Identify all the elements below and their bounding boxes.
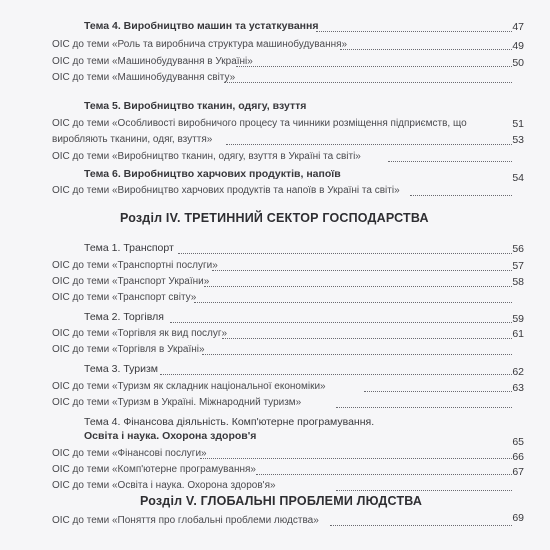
leader-dots [200, 458, 512, 459]
leader-dots [226, 144, 512, 145]
page-number: 62 [512, 366, 524, 378]
topic-title: Тема 6. Виробництво харчових продуктів, напоїв [84, 168, 341, 180]
leader-dots [160, 374, 512, 375]
toc-entry: ОІС до теми «Машинобудування світу» [52, 72, 236, 83]
leader-dots [336, 490, 512, 491]
page-number: 54 [512, 172, 524, 184]
page-number: 53 [512, 134, 524, 146]
leader-dots [222, 338, 512, 339]
page-number: 61 [512, 328, 524, 340]
page-number: 63 [512, 382, 524, 394]
toc-entry: ОІС до теми «Транспортні послуги» [52, 260, 218, 271]
leader-dots [256, 474, 512, 475]
leader-dots [340, 49, 512, 50]
toc-entry: ОІС до теми «Туризм в Україні. Міжнародний туризм» [52, 397, 302, 408]
leader-dots [204, 286, 512, 287]
page-number: 51 [512, 118, 524, 130]
page-number: 49 [512, 40, 524, 52]
page-number: 69 [512, 512, 524, 524]
page-number: 59 [512, 313, 524, 325]
topic-title: Тема 1. Транспорт [84, 242, 174, 254]
leader-dots [212, 270, 512, 271]
leader-dots [236, 66, 512, 67]
topic-title-continued: Освіта і наука. Охорона здоров'я [84, 430, 257, 442]
topic-title: Тема 3. Туризм [84, 363, 159, 375]
toc-entry: ОІС до теми «Туризм як складник національної економіки» [52, 381, 326, 392]
leader-dots [178, 253, 512, 254]
leader-dots [388, 161, 512, 162]
leader-dots [316, 31, 512, 32]
toc-entry: ОІС до теми «Торгівля в Україні» [52, 344, 205, 355]
leader-dots [224, 82, 512, 83]
section-heading: Розділ V. ГЛОБАЛЬНІ ПРОБЛЕМИ ЛЮДСТВА [140, 494, 423, 508]
page-number: 56 [512, 243, 524, 255]
page-number: 50 [512, 57, 524, 69]
leader-dots [194, 302, 512, 303]
toc-entry: ОІС до теми «Комп'ютерне програмування» [52, 464, 256, 475]
toc-entry: ОІС до теми «Торгівля як вид послуг» [52, 328, 228, 339]
toc-entry: ОІС до теми «Освіта і наука. Охорона здоров'я» [52, 480, 276, 491]
toc-entry: ОІС до теми «Роль та виробнича структура машинобудування» [52, 39, 348, 50]
leader-dots [330, 525, 512, 526]
toc-entry: ОІС до теми «Виробництво харчових продуктів та напоїв в Україні та світі» [52, 185, 400, 196]
topic-title: Тема 5. Виробництво тканин, одягу, взуття [84, 100, 307, 112]
leader-dots [410, 195, 512, 196]
toc-entry: ОІС до теми «Транспорт світу» [52, 292, 197, 303]
page-number: 47 [512, 21, 524, 33]
toc-entry: ОІС до теми «Фінансові послуги» [52, 448, 207, 459]
leader-dots [170, 322, 512, 323]
page-number: 57 [512, 260, 524, 272]
section-heading: Розділ IV. ТРЕТИННИЙ СЕКТОР ГОСПОДАРСТВА [120, 211, 429, 225]
toc-entry: виробляють тканини, одяг, взуття» [52, 134, 213, 145]
topic-title: Тема 4. Виробництво машин та устаткування [84, 20, 319, 32]
toc-entry: ОІС до теми «Поняття про глобальні проблеми людства» [52, 515, 319, 526]
leader-dots [336, 407, 512, 408]
leader-dots [202, 354, 512, 355]
topic-title: Тема 2. Торгівля [84, 311, 164, 323]
toc-entry: ОІС до теми «Виробництво тканин, одягу, взуття в Україні та світі» [52, 151, 361, 162]
toc-entry: ОІС до теми «Машинобудування в Україні» [52, 56, 253, 67]
page-number: 67 [512, 466, 524, 478]
page-number: 58 [512, 276, 524, 288]
page-number: 65 [512, 436, 524, 448]
page-number: 66 [512, 451, 524, 463]
toc-entry: ОІС до теми «Особливості виробничого процесу та чинники розміщення підприємств, що [52, 118, 467, 129]
leader-dots [364, 391, 512, 392]
topic-title: Тема 4. Фінансова діяльність. Комп'ютерне програмування. [84, 416, 375, 428]
toc-entry: ОІС до теми «Транспорт України» [52, 276, 210, 287]
